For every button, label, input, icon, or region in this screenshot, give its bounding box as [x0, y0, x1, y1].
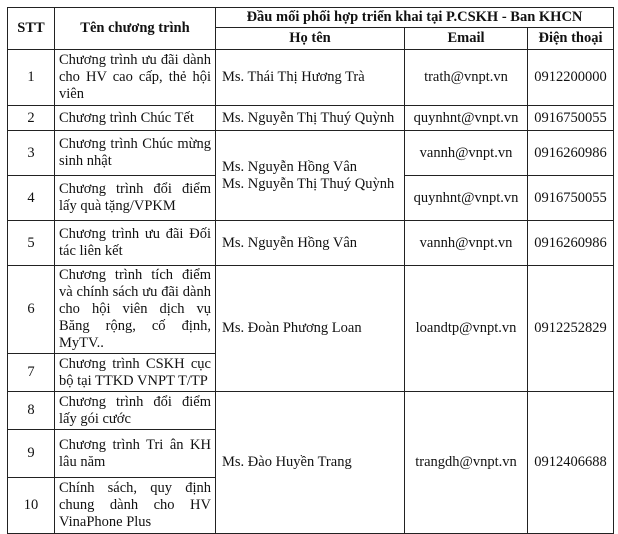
- row-stt: 5: [8, 221, 55, 266]
- contact-phone: 0912200000: [528, 50, 614, 106]
- contact-name-1: Ms. Nguyễn Hồng Vân: [222, 158, 358, 175]
- row-stt: 7: [8, 354, 55, 392]
- row-program: Chương trình Chúc Tết: [55, 106, 216, 131]
- contact-email: trath@vnpt.vn: [405, 50, 528, 106]
- header-stt: STT: [8, 8, 55, 50]
- row-stt: 6: [8, 266, 55, 354]
- row-program: Chương trình đổi điểm lấy gói cước: [55, 392, 216, 430]
- header-phone: Điện thoại: [528, 28, 614, 50]
- contact-name: Ms. Nguyễn Hồng Vân: [216, 221, 405, 266]
- contact-table: [7, 7, 614, 534]
- contact-phone: 0916260986: [528, 221, 614, 266]
- row-stt: 8: [8, 392, 55, 430]
- contact-email: vannh@vnpt.vn: [405, 221, 528, 266]
- table-row: [8, 392, 614, 430]
- row-stt: 9: [8, 430, 55, 478]
- header-contact-group: Đầu mối phối hợp triển khai tại P.CSKH - Ban KHCN: [216, 8, 614, 28]
- contact-email: vannh@vnpt.vn: [405, 131, 528, 176]
- contact-email: quynhnt@vnpt.vn: [405, 106, 528, 131]
- contact-name: Ms. Đào Huyền Trang: [216, 392, 405, 534]
- contact-name: [216, 131, 405, 221]
- table-row: [8, 50, 614, 106]
- row-program: Chương trình ưu đãi Đối tác liên kết: [55, 221, 216, 266]
- table-row: [8, 131, 614, 176]
- contact-name-2: Ms. Nguyễn Thị Thuý Quỳnh: [222, 175, 395, 192]
- row-program: Chương trình đổi điểm lấy quà tặng/VPKM: [55, 176, 216, 221]
- row-program: Chính sách, quy định chung dành cho HV VinaPhone Plus: [55, 478, 216, 534]
- table-row: [8, 266, 614, 354]
- row-stt: 1: [8, 50, 55, 106]
- contact-table-page: [7, 7, 614, 534]
- header-email: Email: [405, 28, 528, 50]
- contact-phone: 0916750055: [528, 106, 614, 131]
- contact-name: Ms. Nguyễn Thị Thuý Quỳnh: [216, 106, 405, 131]
- row-program: Chương trình Chúc mừng sinh nhật: [55, 131, 216, 176]
- row-program: Chương trình tích điểm và chính sách ưu đãi dành cho hội viên dịch vụ Băng rộng, cố định, MyTV..: [55, 266, 216, 354]
- row-stt: 2: [8, 106, 55, 131]
- contact-phone: 0916260986: [528, 131, 614, 176]
- contact-phone: 0912406688: [528, 392, 614, 534]
- header-program: Tên chương trình: [55, 8, 216, 50]
- row-program: Chương trình Tri ân KH lâu năm: [55, 430, 216, 478]
- contact-email: quynhnt@vnpt.vn: [405, 176, 528, 221]
- header-name: Họ tên: [216, 28, 405, 50]
- row-stt: 3: [8, 131, 55, 176]
- row-stt: 4: [8, 176, 55, 221]
- contact-phone: 0912252829: [528, 266, 614, 392]
- contact-name: Ms. Đoàn Phương Loan: [216, 266, 405, 392]
- table-row: [8, 106, 614, 131]
- row-program: Chương trình ưu đãi dành cho HV cao cấp, thẻ hội viên: [55, 50, 216, 106]
- contact-email: loandtp@vnpt.vn: [405, 266, 528, 392]
- row-stt: 10: [8, 478, 55, 534]
- contact-name: Ms. Thái Thị Hương Trà: [216, 50, 405, 106]
- contact-email: trangdh@vnpt.vn: [405, 392, 528, 534]
- row-program: Chương trình CSKH cục bộ tại TTKD VNPT T/TP: [55, 354, 216, 392]
- contact-phone: 0916750055: [528, 176, 614, 221]
- table-row: [8, 221, 614, 266]
